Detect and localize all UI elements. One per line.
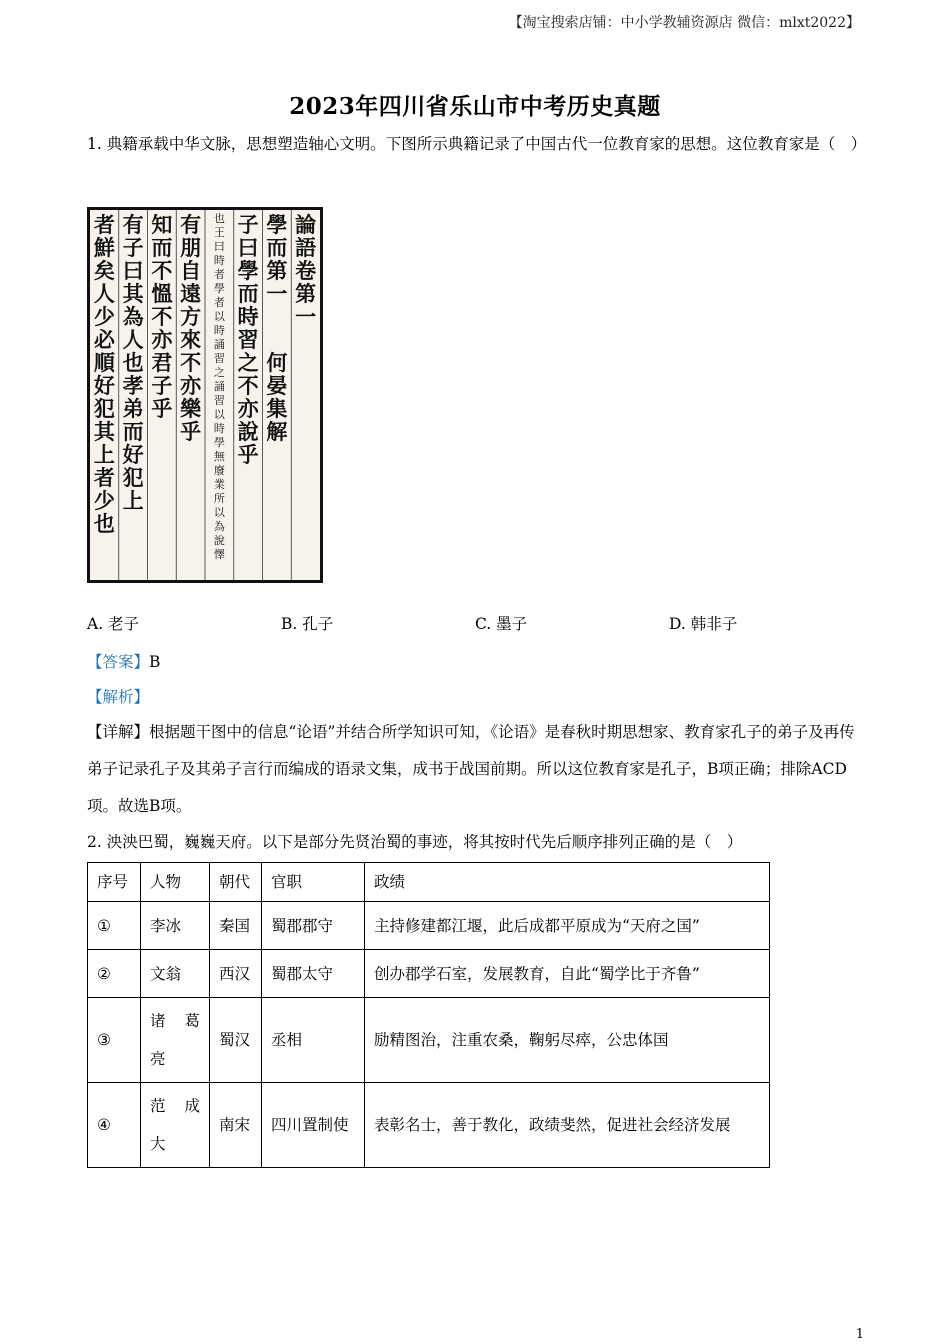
- classical-char: 王: [213, 226, 225, 239]
- classical-char: 者: [213, 268, 225, 281]
- option-a[interactable]: A. 老子: [87, 615, 140, 633]
- page-number: 1: [855, 1327, 864, 1342]
- classical-char: 有: [180, 212, 202, 237]
- classical-char: 而: [266, 235, 288, 260]
- classical-char: 好: [122, 442, 144, 467]
- option-d[interactable]: D. 韩非子: [669, 615, 738, 633]
- classical-char: [266, 327, 287, 352]
- classical-char: 來: [180, 327, 202, 352]
- classical-char: 朋: [180, 235, 202, 260]
- cell-deeds: 励精图治，注重农桑，鞠躬尽瘁，公忠体国: [365, 998, 770, 1083]
- detail-text: 根据题干图中的信息“论语”并结合所学知识可知，《论语》是春秋时期思想家、教育家孔子的弟子及再传弟子记录孔子及其弟子言行而编成的语录文集，成书于战国前期。所以这位教育家是孔子，B项正确；排除ACD项。故选B项。: [87, 723, 855, 815]
- classical-char: 者: [93, 212, 115, 237]
- question-1-stem: 1. 典籍承载中华文脉，思想塑造轴心文明。下图所示典籍记录了中国古代一位教育家的思想。这位教育家是（ ）: [87, 135, 867, 153]
- classical-char: 之: [237, 350, 259, 375]
- cell-post: 蜀郡太守: [262, 950, 365, 998]
- analysis-line: [87, 679, 867, 716]
- answer-tag: 【答案】: [87, 653, 150, 671]
- classical-char: 者: [93, 465, 115, 490]
- book-page-illustration: [90, 210, 320, 580]
- classical-char: 語: [295, 235, 317, 260]
- cell-dynasty: 秦国: [210, 902, 262, 950]
- cell-no: ③: [88, 998, 141, 1083]
- classical-char: 弟: [122, 396, 144, 421]
- classical-char: 不: [237, 373, 259, 398]
- classical-char: 樂: [180, 396, 202, 421]
- classical-char: 論: [295, 212, 317, 237]
- classical-char: 也: [93, 511, 115, 536]
- classical-char: 時: [213, 324, 225, 337]
- classical-char: 子: [122, 235, 144, 260]
- classical-char: 學: [266, 212, 288, 237]
- header-note: 【淘宝搜索店铺：中小学教辅资源店 微信：mlxt2022】: [508, 15, 860, 31]
- classical-char: 不: [151, 258, 173, 283]
- name-char: 大: [150, 1135, 166, 1153]
- classical-char: 也: [122, 350, 144, 375]
- name-char: 范: [150, 1097, 166, 1115]
- classical-char: 其: [93, 419, 115, 444]
- classical-char: 犯: [93, 396, 115, 421]
- classical-char: 卷: [295, 258, 317, 283]
- cell-post: 四川置制使: [262, 1083, 365, 1168]
- classical-char: 好: [93, 373, 115, 398]
- classical-char: 者: [213, 296, 225, 309]
- classical-char: 集: [266, 396, 288, 421]
- header-cell-dynasty: 朝代: [210, 863, 262, 902]
- analysis-tag: 【解析】: [87, 688, 150, 706]
- classical-char: 慍: [151, 281, 173, 306]
- classical-char: 知: [151, 212, 173, 237]
- classical-char: 乎: [180, 419, 202, 444]
- classical-char: 解: [266, 419, 288, 444]
- classical-char: 懌: [213, 548, 225, 561]
- answer-value: B: [149, 653, 161, 671]
- cell-deeds: 表彰名士，善于教化，政绩斐然，促进社会经济发展: [365, 1083, 770, 1168]
- cell-deeds: 主持修建都江堰，此后成都平原成为“天府之国”: [365, 902, 770, 950]
- classical-char: 廢: [213, 464, 225, 477]
- classical-char: 曰: [237, 235, 259, 260]
- classical-char: 子: [237, 212, 259, 237]
- classical-char: 君: [151, 350, 173, 375]
- classical-char: 順: [93, 350, 115, 375]
- classical-char: 不: [180, 350, 202, 375]
- classical-char: 所: [213, 492, 225, 505]
- classical-char: 犯: [122, 465, 144, 490]
- classical-char: 矣: [93, 258, 115, 283]
- cell-person: 文翁: [141, 950, 210, 998]
- classical-char: [266, 304, 287, 329]
- classical-char: 一: [266, 281, 288, 306]
- classical-char: 習: [213, 394, 225, 407]
- table-row: [88, 1083, 770, 1168]
- question-2-stem: 2. 泱泱巴蜀，巍巍天府。以下是部分先贤治蜀的事迹，将其按时代先后顺序排列正确的是（ ）: [87, 833, 743, 851]
- header-cell-post: 官职: [262, 863, 365, 902]
- classical-char: 曰: [122, 258, 144, 283]
- classical-char: 而: [237, 281, 259, 306]
- classical-char: 何: [266, 350, 288, 375]
- classical-char: 學: [237, 258, 259, 283]
- classical-char: 以: [213, 408, 225, 421]
- table-row: [88, 998, 770, 1083]
- classical-char: 乎: [151, 396, 173, 421]
- classical-char: 曰: [213, 240, 225, 253]
- classical-char: 鮮: [93, 235, 115, 260]
- page-title: 2023年四川省乐山市中考历史真题: [289, 93, 661, 120]
- classical-char: 無: [213, 450, 225, 463]
- classical-char: 必: [93, 327, 115, 352]
- cell-post: 蜀郡郡守: [262, 902, 365, 950]
- classical-char: 時: [237, 304, 259, 329]
- classical-char: 習: [213, 352, 225, 365]
- classical-char: 之: [213, 366, 225, 379]
- cell-no: ①: [88, 902, 141, 950]
- classical-char: 上: [93, 442, 115, 467]
- classical-char: 學: [213, 436, 225, 449]
- cell-no: ②: [88, 950, 141, 998]
- classical-char: 晏: [266, 373, 288, 398]
- classical-char: 說: [213, 534, 225, 547]
- table-row: [88, 950, 770, 998]
- classical-char: 方: [180, 304, 202, 329]
- option-c[interactable]: C. 墨子: [475, 615, 528, 633]
- name-char: 成: [184, 1097, 200, 1115]
- cell-person: 李冰: [141, 902, 210, 950]
- classical-char: 誦: [213, 338, 225, 351]
- classical-char: 人: [122, 327, 144, 352]
- classical-char: 以: [213, 506, 225, 519]
- classical-char: 學: [213, 282, 225, 295]
- classical-char: 子: [151, 373, 173, 398]
- classical-char: 而: [151, 235, 173, 260]
- answer-line: [87, 644, 867, 681]
- classical-char: 習: [237, 327, 259, 352]
- classical-char: 遠: [180, 281, 202, 306]
- cell-person: [141, 998, 210, 1083]
- name-char: 诸: [150, 1012, 166, 1030]
- sages-table: [87, 862, 770, 1168]
- header-cell-person: 人物: [141, 863, 210, 902]
- header-cell-deeds: 政绩: [365, 863, 770, 902]
- classical-char: 時: [213, 254, 225, 267]
- classical-char: 為: [213, 520, 225, 533]
- classical-char: 其: [122, 281, 144, 306]
- classical-char: 時: [213, 422, 225, 435]
- classical-char: 也: [213, 212, 225, 225]
- classical-char: 亦: [237, 396, 259, 421]
- classical-char: 一: [295, 304, 317, 329]
- classical-char: 自: [180, 258, 202, 283]
- person-name-line: [150, 1087, 200, 1125]
- lunyu-book-image: [87, 207, 323, 583]
- cell-post: 丞相: [262, 998, 365, 1083]
- cell-person: [141, 1083, 210, 1168]
- cell-deeds: 创办郡学石室，发展教育，自此“蜀学比于齐鲁”: [365, 950, 770, 998]
- table-header-row: [88, 863, 770, 902]
- classical-char: 孝: [122, 373, 144, 398]
- classical-char: 而: [122, 419, 144, 444]
- table-row: [88, 902, 770, 950]
- option-b[interactable]: B. 孔子: [281, 615, 334, 633]
- classical-char: 乎: [237, 442, 259, 467]
- classical-char: 業: [213, 478, 225, 491]
- classical-char: 說: [237, 419, 259, 444]
- cell-no: ④: [88, 1083, 141, 1168]
- detail-paragraph: [87, 714, 867, 825]
- classical-char: 亦: [151, 327, 173, 352]
- name-char: 葛: [184, 1012, 200, 1030]
- classical-char: 少: [93, 304, 115, 329]
- classical-char: 人: [93, 281, 115, 306]
- name-char: 亮: [150, 1050, 166, 1068]
- classical-char: 以: [213, 310, 225, 323]
- classical-char: 亦: [180, 373, 202, 398]
- classical-char: 第: [266, 258, 288, 283]
- cell-dynasty: 西汉: [210, 950, 262, 998]
- classical-char: 少: [93, 488, 115, 513]
- person-name-line: [150, 1002, 200, 1040]
- classical-char: 不: [151, 304, 173, 329]
- question-1-options: [87, 612, 867, 642]
- detail-tag: 【详解】: [87, 723, 150, 741]
- cell-dynasty: 南宋: [210, 1083, 262, 1168]
- classical-char: 有: [122, 212, 144, 237]
- classical-char: 上: [122, 488, 144, 513]
- classical-char: 為: [122, 304, 144, 329]
- cell-dynasty: 蜀汉: [210, 998, 262, 1083]
- classical-char: 誦: [213, 380, 225, 393]
- classical-char: 第: [295, 281, 317, 306]
- header-cell-no: 序号: [88, 863, 141, 902]
